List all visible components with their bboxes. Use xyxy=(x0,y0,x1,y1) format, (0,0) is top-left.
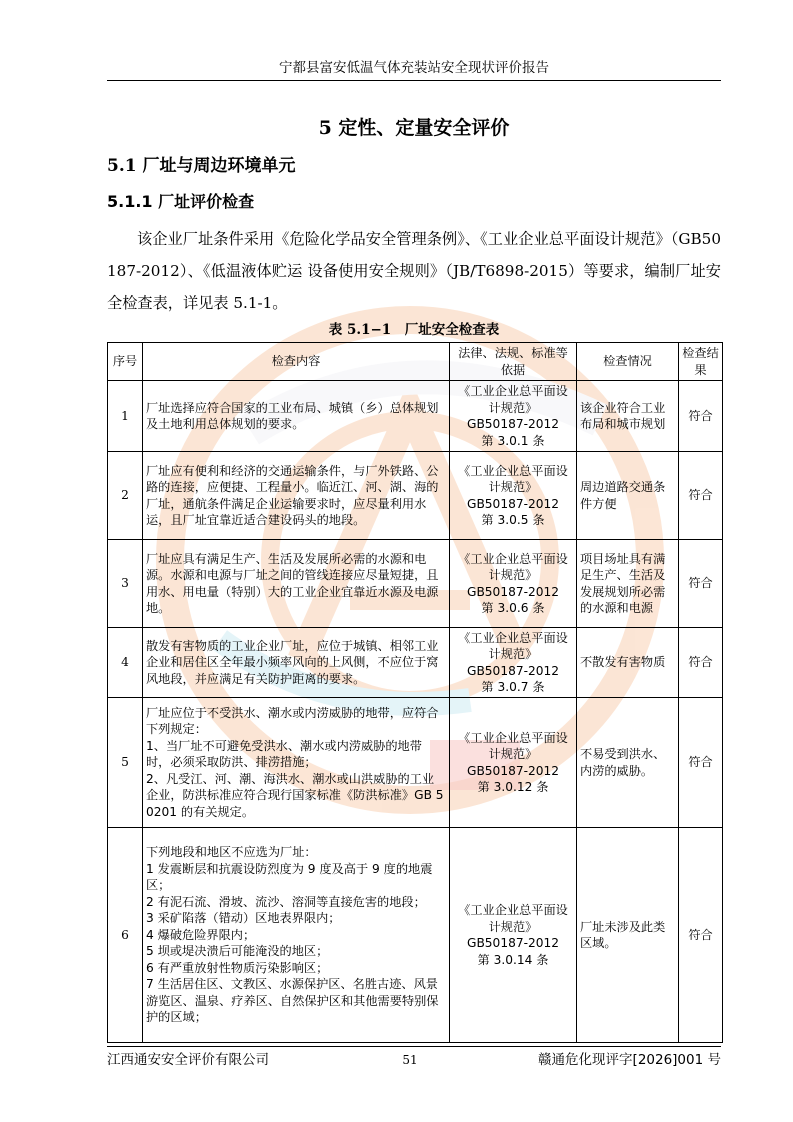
basis-line: 第 3.0.14 条 xyxy=(477,952,549,967)
table-body xyxy=(108,381,723,1043)
cell-no: 2 xyxy=(108,452,143,540)
cell-status: 厂址未涉及此类区域。 xyxy=(577,828,679,1043)
table-row xyxy=(108,452,723,540)
basis-line: 《工业企业总平面设计规范》 xyxy=(458,730,568,761)
table-row xyxy=(108,540,723,628)
cell-status: 项目场址具有满足生产、生活及发展规划所必需的水源和电源 xyxy=(577,540,679,628)
cell-status: 该企业符合工业布局和城市规划 xyxy=(577,381,679,452)
content-line: 2 有泥石流、滑坡、流沙、溶洞等直接危害的地段； xyxy=(146,894,426,909)
site-safety-checklist-table xyxy=(107,342,723,1043)
content-line: 5 坝或堤决溃后可能淹没的地区； xyxy=(146,944,329,959)
cell-no: 1 xyxy=(108,381,143,452)
header-basis: 法律、法规、标准等依据 xyxy=(450,343,577,381)
table-row xyxy=(108,381,723,452)
cell-content xyxy=(143,628,450,698)
table-row xyxy=(108,698,723,828)
subsection-heading: 5.1.1 厂址评价检查 xyxy=(107,192,255,211)
cell-content xyxy=(143,452,450,540)
basis-line: 第 3.0.12 条 xyxy=(477,780,549,794)
basis-line: GB50187-2012 xyxy=(467,663,559,678)
cell-basis xyxy=(450,828,577,1043)
header-content: 检查内容 xyxy=(143,343,450,381)
cell-basis xyxy=(450,628,577,698)
content-line: 7 生活居住区、文教区、水源保护区、名胜古迹、风景游览区、温泉、疗养区、自然保护区和其他需要特别保护的区域； xyxy=(146,977,439,1025)
basis-line: GB50187-2012 xyxy=(467,763,559,778)
cell-result: 符合 xyxy=(679,381,723,452)
cell-content xyxy=(143,698,450,828)
basis-line: 《工业企业总平面设计规范》 xyxy=(458,463,568,494)
cell-result: 符合 xyxy=(679,628,723,698)
table-caption: 表 5.1−1 厂址安全检查表 xyxy=(328,322,500,338)
section-heading: 5.1 厂址与周边环境单元 xyxy=(107,156,296,176)
content-line: 厂址应位于不受洪水、潮水或内涝威胁的地带，应符合下列规定： xyxy=(146,705,439,737)
cell-basis xyxy=(450,540,577,628)
header-result: 检查结果 xyxy=(679,343,723,381)
content-line: 6 有严重放射性物质污染影响区； xyxy=(146,960,329,975)
basis-line: 《工业企业总平面设计规范》 xyxy=(458,903,568,934)
basis-line: 第 3.0.5 条 xyxy=(481,513,545,527)
basis-line: GB50187-2012 xyxy=(467,936,559,950)
footer-company: 江西通安安全评价有限公司 xyxy=(107,1052,269,1068)
cell-status: 不易受到洪水、内涝的威胁。 xyxy=(577,698,679,828)
footer-rule xyxy=(107,1046,721,1047)
basis-line: GB50187-2012 xyxy=(467,584,559,599)
header-no: 序号 xyxy=(108,343,143,381)
header-status: 检查情况 xyxy=(577,343,679,381)
content-line: 下列地段和地区不应选为厂址： xyxy=(146,845,317,860)
page-number: 51 xyxy=(402,1053,418,1067)
basis-line: 《工业企业总平面设计规范》 xyxy=(458,630,568,661)
chapter-title: 5 定性、定量安全评价 xyxy=(318,117,510,139)
cell-result: 符合 xyxy=(679,540,723,628)
content-line: 厂址应具有满足生产、生活及发展所必需的水源和电源。水源和电源与厂址之间的管线连接应尽量短捷，且用水、用电量（特别）大的工业企业宜靠近水源及电源地。 xyxy=(146,551,439,615)
cell-no: 3 xyxy=(108,540,143,628)
cell-content xyxy=(143,828,450,1043)
cell-result: 符合 xyxy=(679,828,723,1043)
content-line: 2、凡受江、河、潮、海洪水、潮水或山洪威胁的工业企业，防洪标准应符合现行国家标准《防洪标准》GB 50201 的有关规定。 xyxy=(146,771,444,819)
content-line: 3 采矿陷落（错动）区地表界限内； xyxy=(146,911,341,926)
table-row xyxy=(108,828,723,1043)
basis-line: 《工业企业总平面设计规范》 xyxy=(458,551,568,582)
cell-no: 4 xyxy=(108,628,143,698)
cell-no: 5 xyxy=(108,698,143,828)
basis-line: 第 3.0.7 条 xyxy=(481,680,545,694)
cell-result: 符合 xyxy=(679,452,723,540)
basis-line: GB50187-2012 xyxy=(467,417,559,431)
table-row xyxy=(108,628,723,698)
basis-line: GB50187-2012 xyxy=(467,496,559,511)
table-header-row xyxy=(108,343,723,381)
content-line: 厂址选择应符合国家的工业布局、城镇（乡）总体规划及土地利用总体规划的要求。 xyxy=(146,400,439,431)
cell-basis xyxy=(450,452,577,540)
content-line: 4 爆破危险界限内； xyxy=(146,927,256,942)
header-rule xyxy=(107,80,721,81)
content-line: 厂址应有便利和经济的交通运输条件，与厂外铁路、公路的连接，应便捷、工程量小。临近江、河、湖、海的厂址，通航条件满足企业运输要求时，应尽量利用水运，且厂址宜靠近适合建设码头的地段。 xyxy=(146,463,439,527)
cell-content xyxy=(143,381,450,452)
intro-paragraph: 该企业厂址条件采用《危险化学品安全管理条例》、《工业企业总平面设计规范》（GB50187-2012）、《低温液体贮运 设备使用安全规则》（JB/T6898-2015）等要求，编制厂址安全检查表，详见表 5.1-1。 xyxy=(107,230,721,312)
basis-line: 《工业企业总平面设计规范》 xyxy=(458,384,568,415)
basis-line: 第 3.0.6 条 xyxy=(481,601,545,615)
content-line: 1 发震断层和抗震设防烈度为 9 度及高于 9 度的地震区； xyxy=(146,861,433,893)
running-header: 宁都县富安低温气体充装站安全现状评价报告 xyxy=(279,60,549,76)
cell-no: 6 xyxy=(108,828,143,1043)
cell-status: 周边道路交通条件方便 xyxy=(577,452,679,540)
cell-result: 符合 xyxy=(679,698,723,828)
cell-basis xyxy=(450,381,577,452)
content-line: 散发有害物质的工业企业厂址，应位于城镇、相邻工业企业和居住区全年最小频率风向的上风侧，不应位于窝风地段，并应满足有关防护距离的要求。 xyxy=(146,638,439,686)
cell-status: 不散发有害物质 xyxy=(577,628,679,698)
basis-line: 第 3.0.1 条 xyxy=(481,433,545,448)
content-line: 1、当厂址不可避免受洪水、潮水或内涝威胁的地带时，必须采取防洪、排涝措施； xyxy=(146,738,422,770)
cell-content xyxy=(143,540,450,628)
cell-basis xyxy=(450,698,577,828)
report-number: 赣通危化现评字[2026]001 号 xyxy=(538,1052,721,1068)
